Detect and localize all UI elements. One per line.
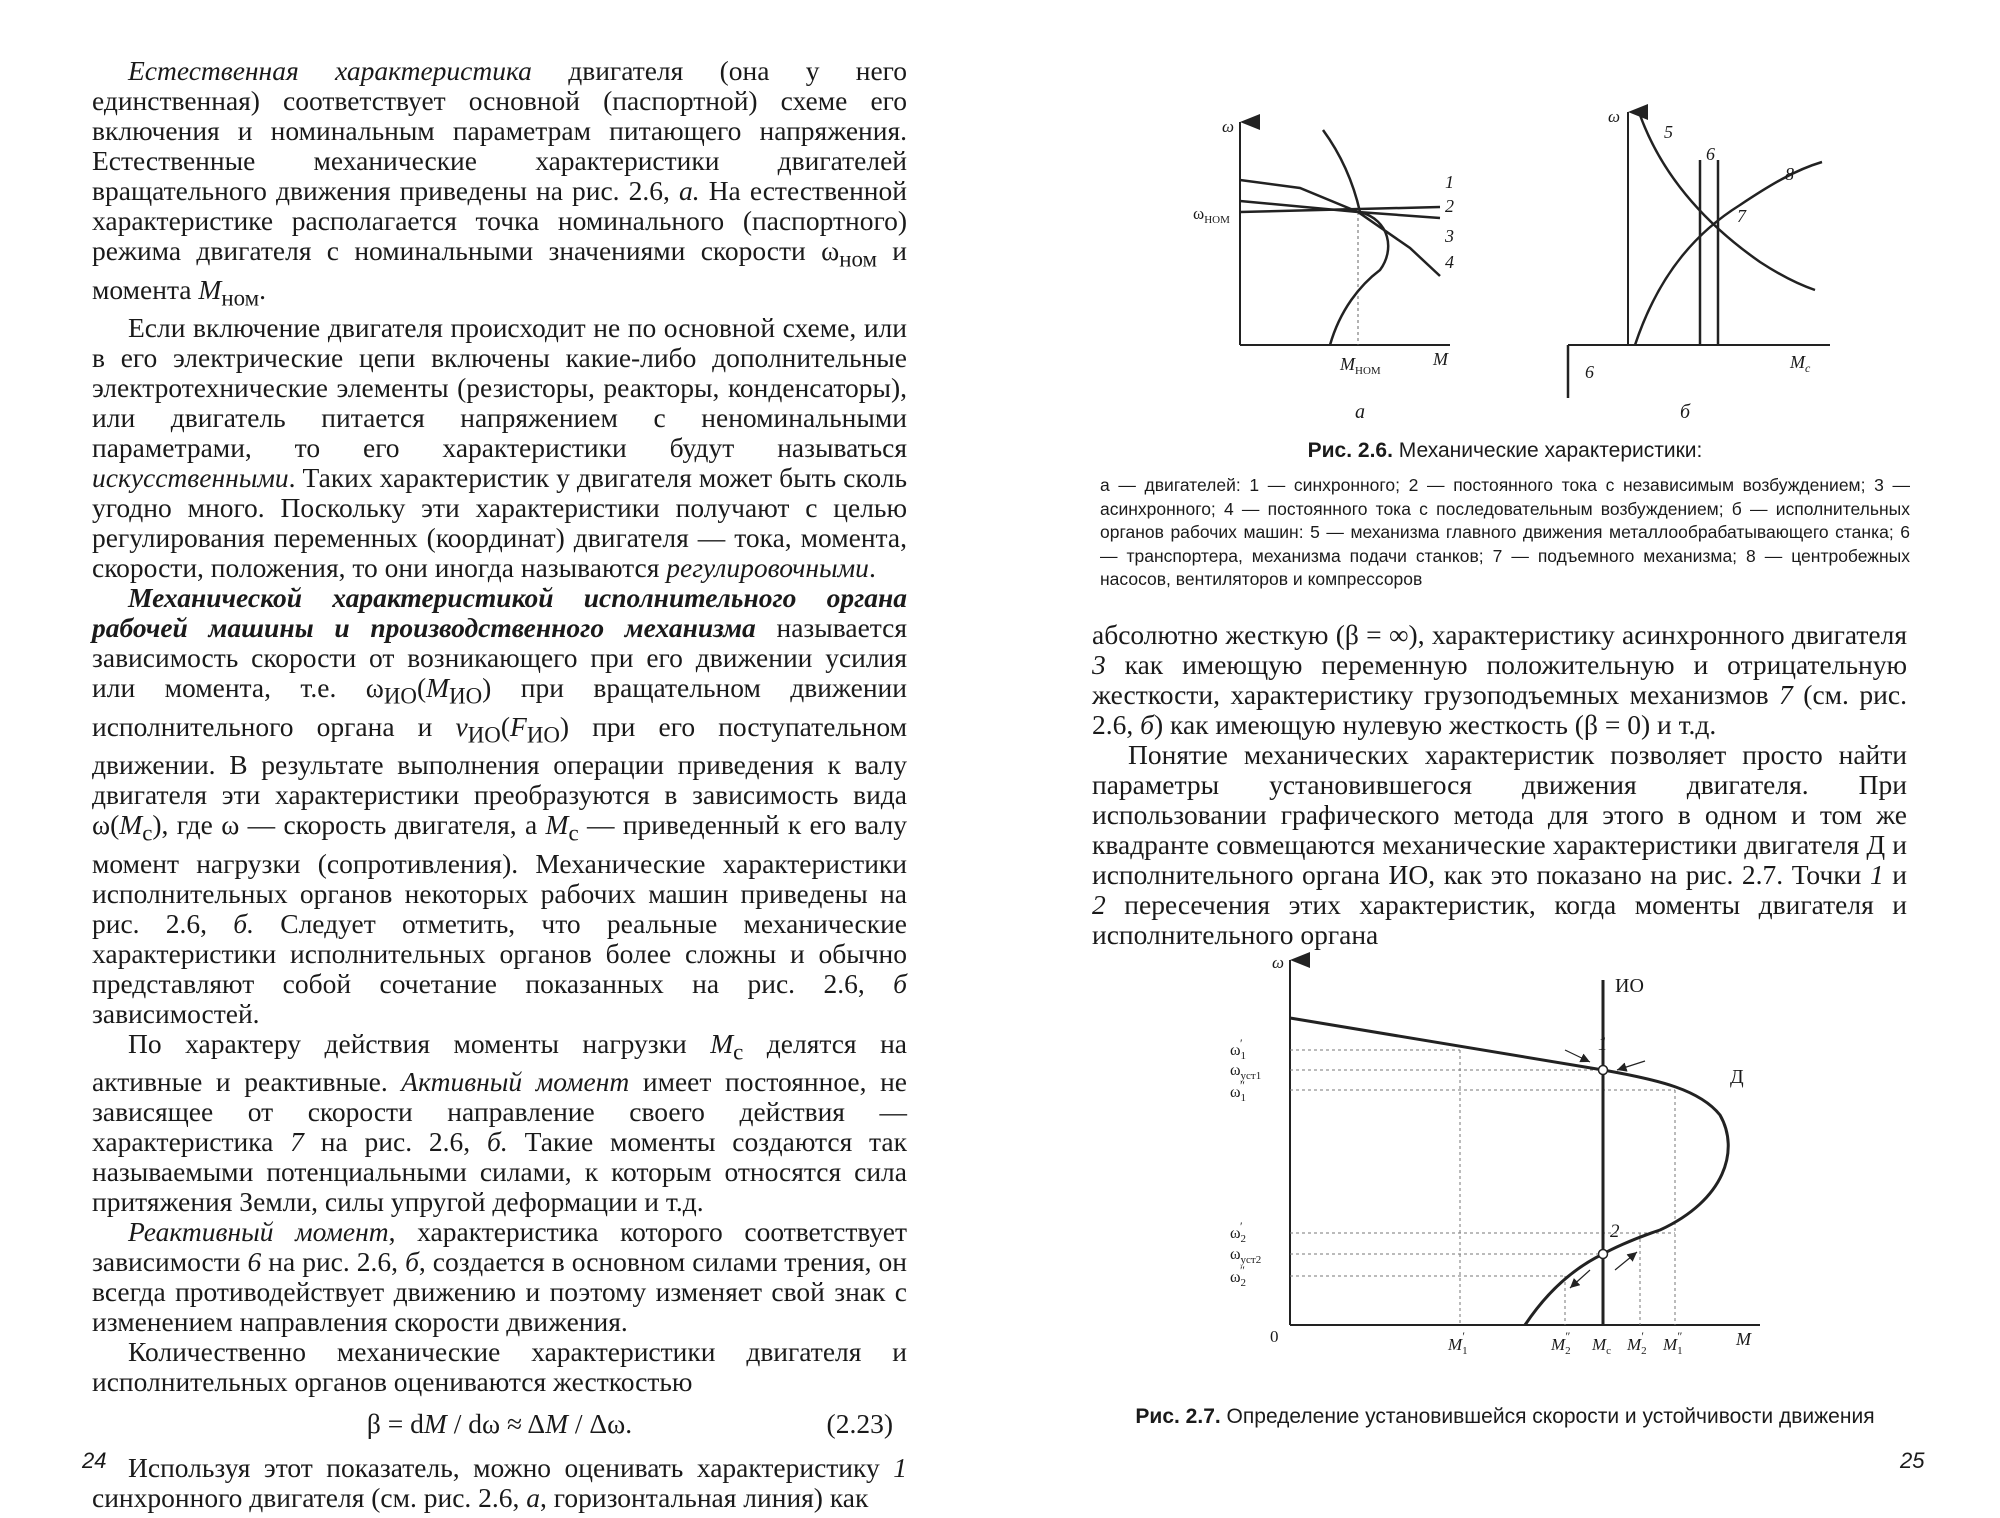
- x-tick-m1-prime: $M_1'$: [1448, 1329, 1468, 1357]
- y-axis-label: ω: [1222, 117, 1235, 136]
- figure-2-6b: [1568, 107, 1830, 423]
- d-label: Д: [1730, 1066, 1744, 1088]
- paragraph: Механической характеристикой исполнительного органа рабочей машины и производственного механизма называется зависимость скорости от возникающего при его движении усилия или момента, т.е. $\omega_{ИО}(M_{ИО})$ при вращательном движении исполнительного органа и $v_{ИО}(F_{ИО})$ при его поступательном движении. В результате выполнения операции приведения к валу двигателя эти характеристики преобразуются в зависимость вида $\omega(M_с)$, где ω — скорость двигателя, а $M_с$ — приведенный к его валу момент нагрузки (сопротивления). Механические характеристики исполнительных органов некоторых рабочих машин приведены на рис. 2.6, б. Следует отметить, что реальные механические характеристики исполнительных органов более сложны и обычно представляют собой сочетание показанных на рис. 2.6, б зависимостей.: [92, 582, 908, 1029]
- left-body-text: [92, 56, 907, 1513]
- curve-3: [1240, 180, 1440, 276]
- figure-2-6-caption: [1100, 437, 1910, 592]
- paragraph: Реактивный момент, характеристика которого соответствует зависимости 6 на рис. 2.6, б, создается в основном силами трения, он всегда противодействует движению и поэтому изменяет свой знак с изменением направления скорости движения.: [92, 1216, 907, 1337]
- m-nom-label: $M_{НОМ}$: [1340, 354, 1381, 377]
- y-tick-omega1-double: $\omega_1''$: [1230, 1078, 1247, 1104]
- x-tick-m2-prime: $M_2'$: [1627, 1329, 1647, 1357]
- figure-2-7: [1000, 940, 2000, 1380]
- y-tick-omega2-prime: $\omega_2'$: [1230, 1219, 1247, 1245]
- point-2-label: 2: [1610, 1221, 1620, 1242]
- x-axis-label: M: [1433, 349, 1448, 369]
- y-tick-omega2-double: $\omega_2''$: [1230, 1263, 1247, 1289]
- io-label: ИО: [1615, 975, 1644, 997]
- arrow-1-right: [1617, 1061, 1645, 1070]
- point-1-label: 1: [1598, 1034, 1608, 1055]
- x-axis-label: $M_с$: [1790, 352, 1811, 375]
- point-2: [1599, 1250, 1608, 1259]
- point-1: [1599, 1066, 1608, 1075]
- curve-2-label: 2: [1445, 196, 1454, 216]
- y-tick-omega-ust2: $\omega_{уст2}$: [1230, 1246, 1262, 1266]
- y-axis-label: ω: [1272, 953, 1285, 972]
- y-tick-omega1-prime: $\omega_1'$: [1230, 1036, 1247, 1062]
- x-tick-m1-double: $M_1''$: [1663, 1329, 1683, 1357]
- curve-1-label: 1: [1445, 172, 1454, 192]
- curve-6-low-label: 6: [1585, 362, 1594, 382]
- dashed-guides: [1290, 1050, 1675, 1325]
- paragraph: Естественная характеристика двигателя (она у него единственная) соответствует основной (паспортной) схеме его включения и номинальным параметрам питающего напряжения. Естественные механические характеристики двигателей вращательного движения приведены на рис. 2.6, а. На естественной характеристике располагается точка номинального (паспортного) режима двигателя с номинальными значениями скорости $\omega_{ном}$ и момента $M_{ном}$.: [92, 55, 908, 310]
- curve-5-label: 5: [1664, 122, 1673, 142]
- curve-4: [1323, 130, 1388, 345]
- curve-3-label: 3: [1445, 226, 1454, 246]
- right-body-text: [1092, 620, 1907, 950]
- x-tick-m2-double: $M_2''$: [1551, 1329, 1571, 1357]
- figure-2-7-caption: Рис. 2.7. Определение установившейся скорости и устойчивости движения: [1135, 1405, 1875, 1428]
- right-page: [1000, 0, 2000, 1518]
- paragraph: Количественно механические характеристики двигателя и исполнительных органов оцениваются жесткостью: [92, 1336, 907, 1397]
- y-tick-omega-ust1: $\omega_{уст1}$: [1230, 1062, 1262, 1082]
- page-number: 24: [82, 1448, 107, 1473]
- curve-8-label: 8: [1785, 164, 1794, 184]
- formula-2-23: β = dM / dω ≈ ΔM / Δω. (2.23): [366, 1408, 893, 1439]
- motor-characteristic: [1290, 1018, 1728, 1325]
- omega-nom-label: $\omega_{НОМ}$: [1193, 204, 1230, 226]
- paragraph: Используя этот показатель, можно оценивать характеристику 1 синхронного двигателя (см. рис. 2.6, а, горизонтальная линия) как: [92, 1452, 907, 1513]
- equation-number: (2.23): [826, 1408, 893, 1439]
- caption-title: Рис. 2.6. Механические характеристики:: [1307, 439, 1703, 462]
- panel-label-b: б: [1680, 401, 1691, 423]
- arrow-2-right: [1615, 1252, 1637, 1270]
- figure-2-6: [1000, 0, 2000, 460]
- origin-label: 0: [1270, 1327, 1279, 1346]
- paragraph: По характеру действия моменты нагрузки $M_с$ делятся на активные и реактивные. Активный момент имеет постоянное, не зависящее от скорости направление своего действия — характеристика 7 на рис. 2.6, б. Такие моменты создаются так называемыми потенциальными силами, к которым относятся сила притяжения Земли, силы упругой деформации и т.д.: [92, 1027, 908, 1217]
- curve-7: [1635, 162, 1822, 345]
- caption-legend: а — двигателей: 1 — синхронного; 2 — постоянного тока с независимым возбуждением; 3 — асинхронного; 4 — постоянного тока с последовательным возбуждением; б — исполнительных органов рабочих машин: 5 — механизма главного движения металлообрабатывающего станка; 6 — транспортера, механизма подачи станков; 7 — подъемного механизма; 8 — центробежных насосов, вентиляторов и компрессоров: [1100, 475, 1910, 589]
- curve-6-label: 6: [1706, 144, 1715, 164]
- figure-2-6a: [1193, 117, 1454, 423]
- page-number: 25: [1900, 1448, 1925, 1473]
- paragraph: абсолютно жесткую (β = ∞), характеристику асинхронного двигателя 3 как имеющую переменную положительную и отрицательную жесткости, характеристику грузоподъемных механизмов 7 (см. рис. 2.6, б) как имеющую нулевую жесткость (β = 0) и т.д.: [1092, 619, 1907, 740]
- curve-7-label: 7: [1737, 206, 1746, 226]
- curve-4-label: 4: [1445, 252, 1454, 272]
- x-tick-mc: $M_с$: [1592, 1335, 1612, 1357]
- arrow-1-left: [1565, 1050, 1590, 1062]
- panel-label-a: а: [1355, 401, 1365, 423]
- paragraph: Если включение двигателя происходит не по основной схеме, или в его электрические цепи включены какие-либо дополнительные электротехнические элементы (резисторы, реакторы, конденсаторы), или двигатель питается напряжением с неноминальными параметрами, то его характеристики будут называться искусственными. Таких характеристик у двигателя может быть сколь угодно много. Поскольку эти характеристики получают с целью регулирования переменных (координат) двигателя — тока, момента, скорости, положения, то они иногда называются регулировочными.: [92, 312, 907, 583]
- y-axis-label: ω: [1608, 107, 1621, 126]
- x-axis-label: M: [1736, 1329, 1751, 1349]
- paragraph: Понятие механических характеристик позволяет просто найти параметры установившегося движения двигателя. При использовании графического метода для этого в одном и том же квадранте совмещаются механические характеристики двигателя Д и исполнительного органа ИО, как это показано на рис. 2.7. Точки 1 и 2 пересечения этих характеристик, когда моменты двигателя и исполнительного органа: [1092, 739, 1907, 950]
